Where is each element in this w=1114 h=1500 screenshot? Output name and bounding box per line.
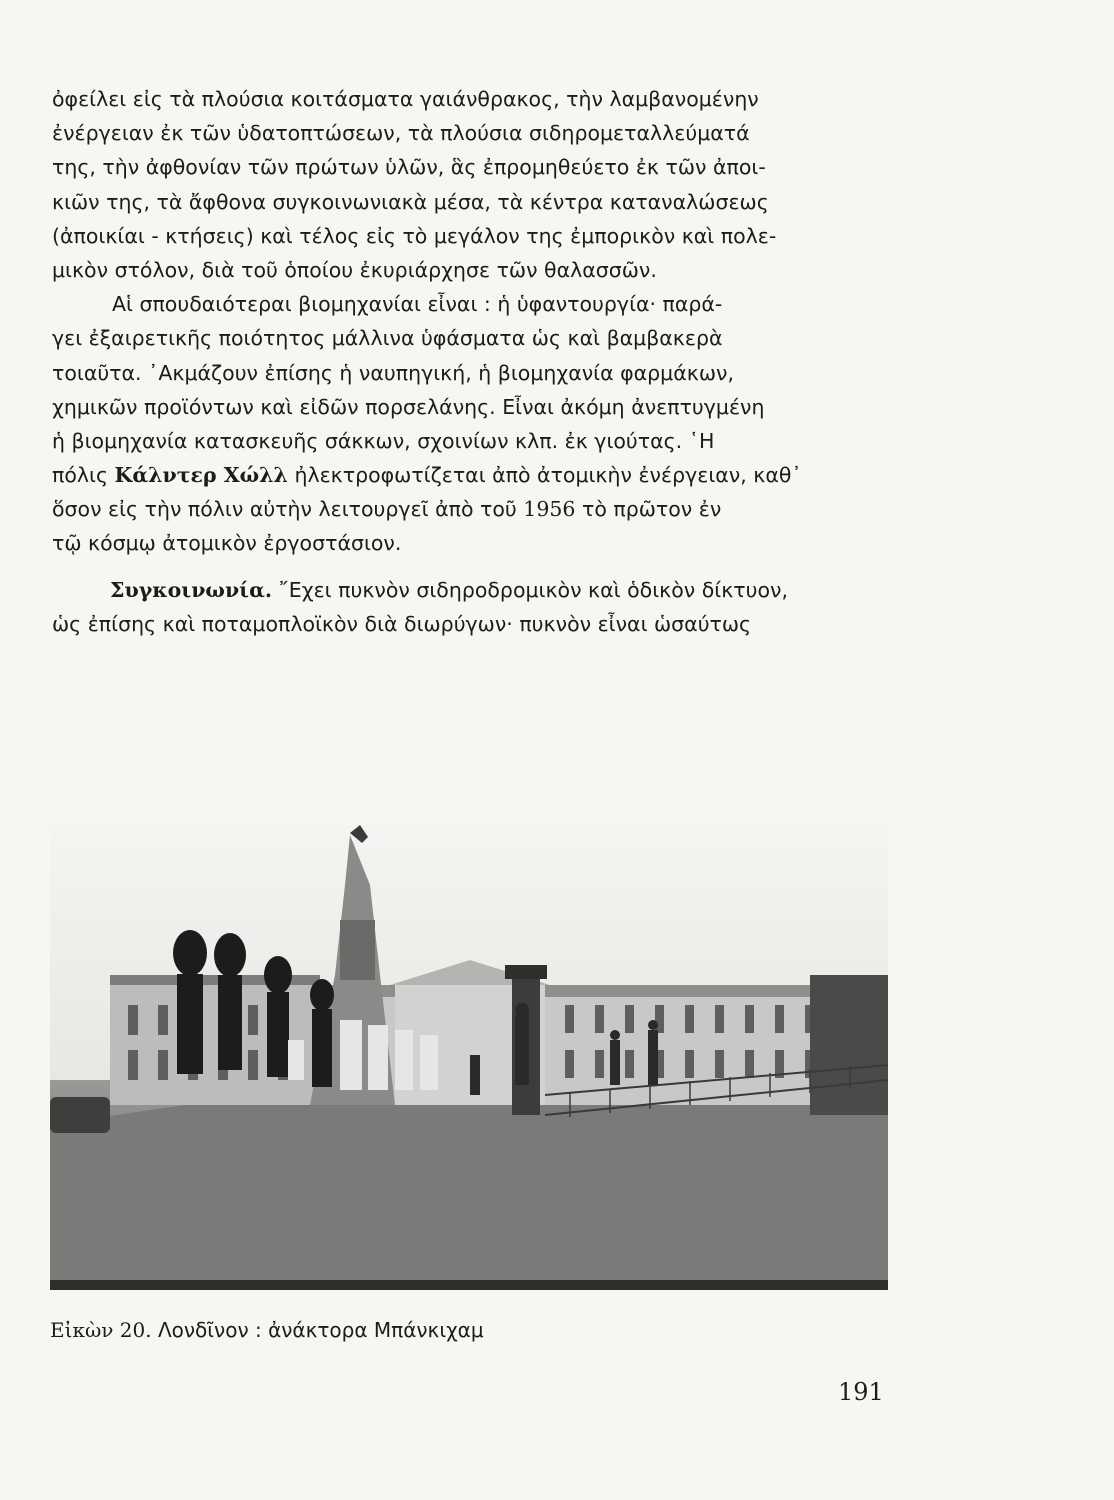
text-line: πόλις Κάλντερ Χώλλ ἠλεκτροφωτίζεται ἀπὸ ἀτομικὴν ἐνέργειαν, καθ᾿ (52, 463, 802, 488)
text-line: (ἀποικίαι - κτήσεις) καὶ τέλος εἰς τὸ μεγάλον της ἐμπορικὸν καὶ πολε- (52, 223, 777, 248)
text-line: Συγκοινωνία. ῎Εχει πυκνὸν σιδηροδρομικὸν καὶ ὁδικὸν δίκτυον, (110, 577, 788, 602)
text-line: χημικῶν προϊόντων καὶ εἰδῶν πορσελάνης. Εἶναι ἀκόμη ἀνεπτυγμένη (52, 394, 765, 419)
text-line: τοιαῦτα. ᾿Ακμάζουν ἐπίσης ἡ ναυπηγική, ἡ βιομηχανία φαρμάκων, (52, 360, 734, 385)
text-line: μικὸν στόλον, διὰ τοῦ ὁποίου ἐκυριάρχησε τῶν θαλασσῶν. (52, 257, 657, 282)
text-line: ἐνέργειαν ἐκ τῶν ὑδατοπτώσεων, τὰ πλούσια σιδηρομεταλλεύματά (52, 121, 750, 146)
figure-label: Εἰκὼν 20. (50, 1318, 152, 1342)
text-line: τῷ κόσμῳ ἀτομικὸν ἐργοστάσιον. (52, 531, 402, 556)
section-heading: Συγκοινωνία. (110, 577, 273, 602)
text-line: ἡ βιομηχανία κατασκευῆς σάκκων, σχοινίων κλπ. ἐκ γιούτας. ῾Η (52, 428, 715, 453)
year: 1956 (523, 497, 576, 522)
text-line: της, τὴν ἀφθονίαν τῶν πρώτων ὑλῶν, ἃς ἐπρομηθεύετο ἐκ τῶν ἀποι- (52, 155, 766, 180)
page-number: 191 (838, 1378, 884, 1406)
figure-caption-text: Λονδῖνον : ἀνάκτορα Μπάνκιχαμ (157, 1318, 484, 1342)
buckingham-palace-photo (50, 825, 888, 1290)
text-line: ὀφείλει εἰς τὰ πλούσια κοιτάσματα γαιάνθρακος, τὴν λαμβανομένην (52, 87, 759, 111)
text-line: Αἱ σπουδαιότεραι βιομηχανίαι εἶναι : ἡ ὑφαντουργία· παρά- (112, 292, 723, 317)
figure-caption (50, 1318, 484, 1342)
place-name-bold: Κάλντερ Χώλλ (114, 463, 288, 488)
body-text (52, 82, 892, 641)
text-line: ὡς ἐπίσης καὶ ποταμοπλοϊκὸν διὰ διωρύγων· πυκνὸν εἶναι ὡσαύτως (52, 611, 752, 636)
text-line: ὅσον εἰς τὴν πόλιν αὐτὴν λειτουργεῖ ἀπὸ τοῦ 1956 τὸ πρῶτον ἐν (52, 497, 722, 522)
text-line: γει ἐξαιρετικῆς ποιότητος μάλλινα ὑφάσματα ὡς καὶ βαμβακερὰ (52, 326, 723, 351)
text-line: κιῶν της, τὰ ἄφθονα συγκοινωνιακὰ μέσα, τὰ κέντρα καταναλώσεως (52, 189, 769, 214)
